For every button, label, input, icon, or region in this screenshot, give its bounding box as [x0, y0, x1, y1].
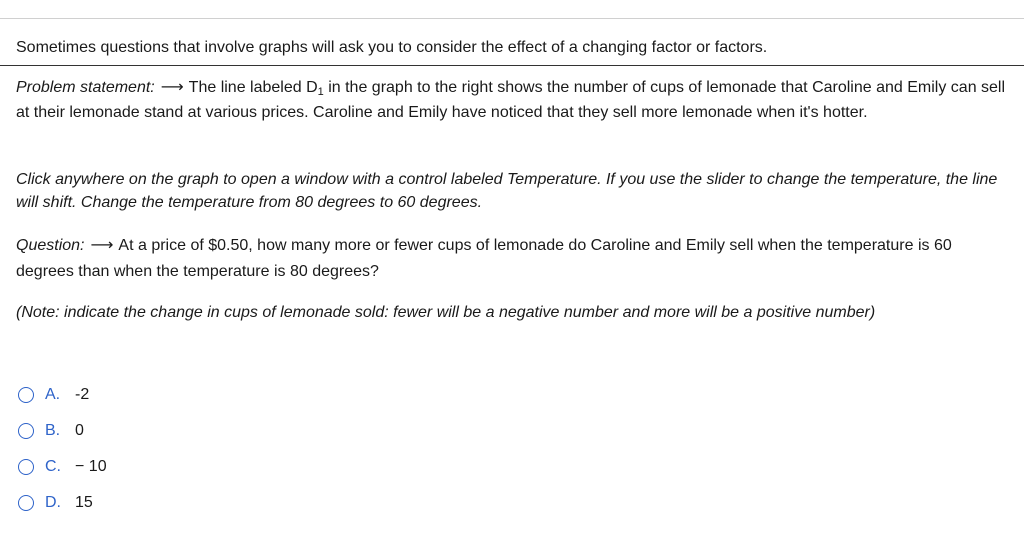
intro-text: Sometimes questions that involve graphs will ask you to consider the effect of a changing factor or factors. [16, 39, 768, 56]
radio-button-icon[interactable] [18, 459, 34, 475]
top-divider [0, 18, 1024, 19]
instruction-text: Click anywhere on the graph to open a window with a control labeled Temperature. If you use the slider to change the temperature, the line will shift. Change the temperature from 80 degrees to 60 degrees. [16, 171, 998, 211]
right-arrow-icon: ⟶ [90, 237, 114, 254]
choice-letter: C. [45, 458, 61, 475]
choice-value: 0 [75, 422, 84, 439]
radio-button-icon[interactable] [18, 387, 34, 403]
choice-value: − 10 [75, 458, 107, 475]
question [16, 233, 1011, 285]
choice-letter: A. [45, 386, 61, 403]
subscript-one: 1 [317, 86, 324, 98]
right-arrow-icon: ⟶ [160, 79, 184, 96]
problem-text-start: The line labeled D [188, 79, 318, 96]
choice-letter: D. [45, 494, 61, 511]
choice-value: 15 [75, 494, 93, 511]
intro-divider [0, 65, 1024, 66]
question-text: At a price of $0.50, how many more or fewer cups of lemonade do Caroline and Emily sell when the temperature is 60 degrees than when the temperature is 80 degrees? [16, 237, 952, 280]
choice-d[interactable] [18, 485, 107, 521]
problem-statement [16, 75, 1011, 125]
choice-b[interactable] [18, 413, 107, 449]
choice-value: -2 [75, 386, 90, 403]
radio-button-icon[interactable] [18, 495, 34, 511]
choice-c[interactable] [18, 449, 107, 485]
problem-label: Problem statement: [16, 79, 155, 96]
note-text: (Note: indicate the change in cups of lemonade sold: fewer will be a negative number and more will be a positive number) [16, 304, 876, 321]
choice-letter: B. [45, 422, 61, 439]
choice-a[interactable] [18, 377, 107, 413]
problem-text-end: in the graph to the right shows the number of cups of lemonade that Caroline and Emily can sell at their lemonade stand at various prices. Caroline and Emily have noticed that they sell more lemonade when it's hotter. [16, 79, 1006, 121]
answer-choices [18, 377, 107, 521]
question-label: Question: [16, 237, 85, 254]
radio-button-icon[interactable] [18, 423, 34, 439]
